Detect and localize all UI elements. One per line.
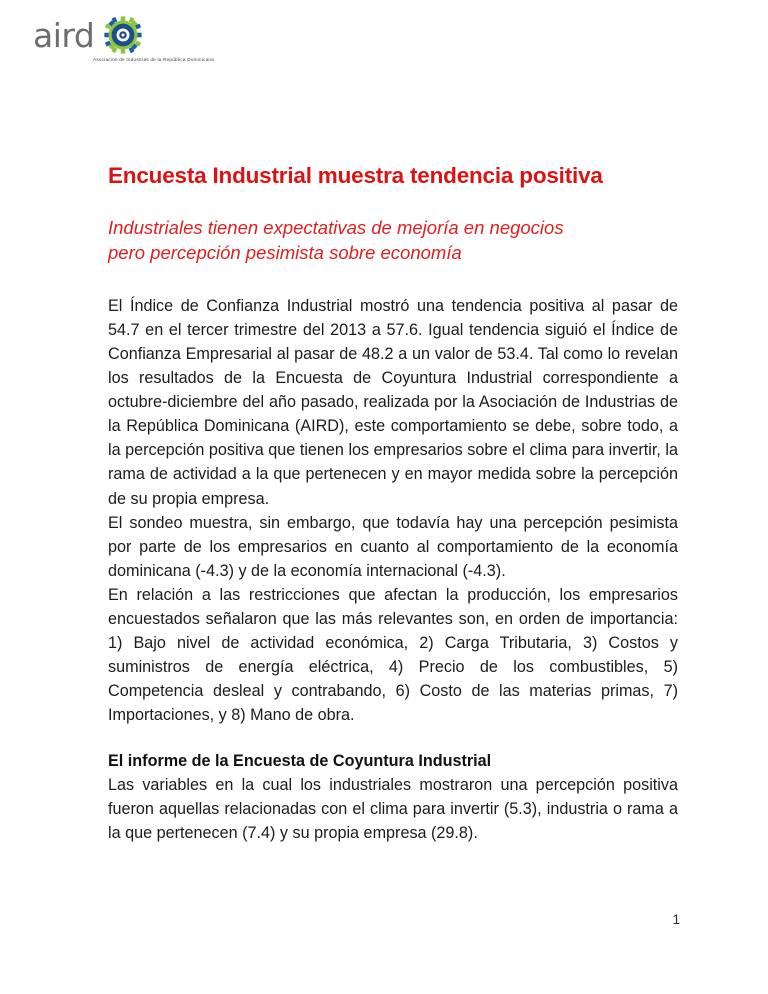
subheadline-line-1: Industriales tienen expectativas de mejoría en negocios xyxy=(108,216,564,238)
page-number: 1 xyxy=(672,912,680,927)
paragraph-2: El sondeo muestra, sin embargo, que todavía hay una percepción pesimista por parte de los empresarios en cuanto al comportamiento de la economía dominicana (-4.3) y de la economía internacional (-4.3). xyxy=(108,513,678,580)
letterhead xyxy=(33,16,353,76)
aird-gear-logo-icon xyxy=(104,16,142,54)
section-heading-informe: El informe de la Encuesta de Coyuntura Industrial xyxy=(108,751,492,770)
article-subheadline xyxy=(108,216,678,266)
paragraph-3: En relación a las restricciones que afectan la producción, los empresarios encuestados señalaron que las más relevantes son, en orden de importancia: 1) Bajo nivel de actividad económica, 2) Carga Tributaria, 3) Costos y suministros de energía eléctrica, 4) Precio de los combustibles, 5) Competencia desleal y contrabando, 6) Costo de las materias primas, 7) Importaciones, y 8) Mano de obra. xyxy=(108,585,678,725)
aird-wordmark: aird xyxy=(33,15,95,55)
subheadline-line-2: pero percepción pesimista sobre economía xyxy=(108,241,462,263)
paragraph-closing: Las variables en la cual los industriales mostraron una percepción positiva fueron aquellas relacionadas con el clima para invertir (5.3), industria o rama a la que pertenecen (7.4) y su propia empresa (29.8). xyxy=(108,775,678,842)
article-body xyxy=(108,163,678,845)
aird-logo xyxy=(33,16,353,54)
aird-tagline: Asociación de Industrias de la República Dominicana xyxy=(93,57,215,62)
page-title: Encuesta Industrial muestra tendencia positiva xyxy=(108,163,603,188)
paragraph-1: El Índice de Confianza Industrial mostró una tendencia positiva al pasar de 54.7 en el tercer trimestre del 2013 a 57.6. Igual tendencia siguió el Índice de Confianza Empresarial al pasar de 48.2 a un valor de 53.4. Tal como lo revelan los resultados de la Encuesta de Coyuntura Industrial correspondiente a octubre-diciembre del año pasado, realizada por la Asociación de Industrias de la República Dominicana (AIRD), este comportamiento se debe, sobre todo, a la percepción positiva que tienen los empresarios sobre el clima para invertir, la rama de actividad a la que pertenecen y en mayor medida sobre la percepción de su propia empresa. xyxy=(108,296,678,508)
